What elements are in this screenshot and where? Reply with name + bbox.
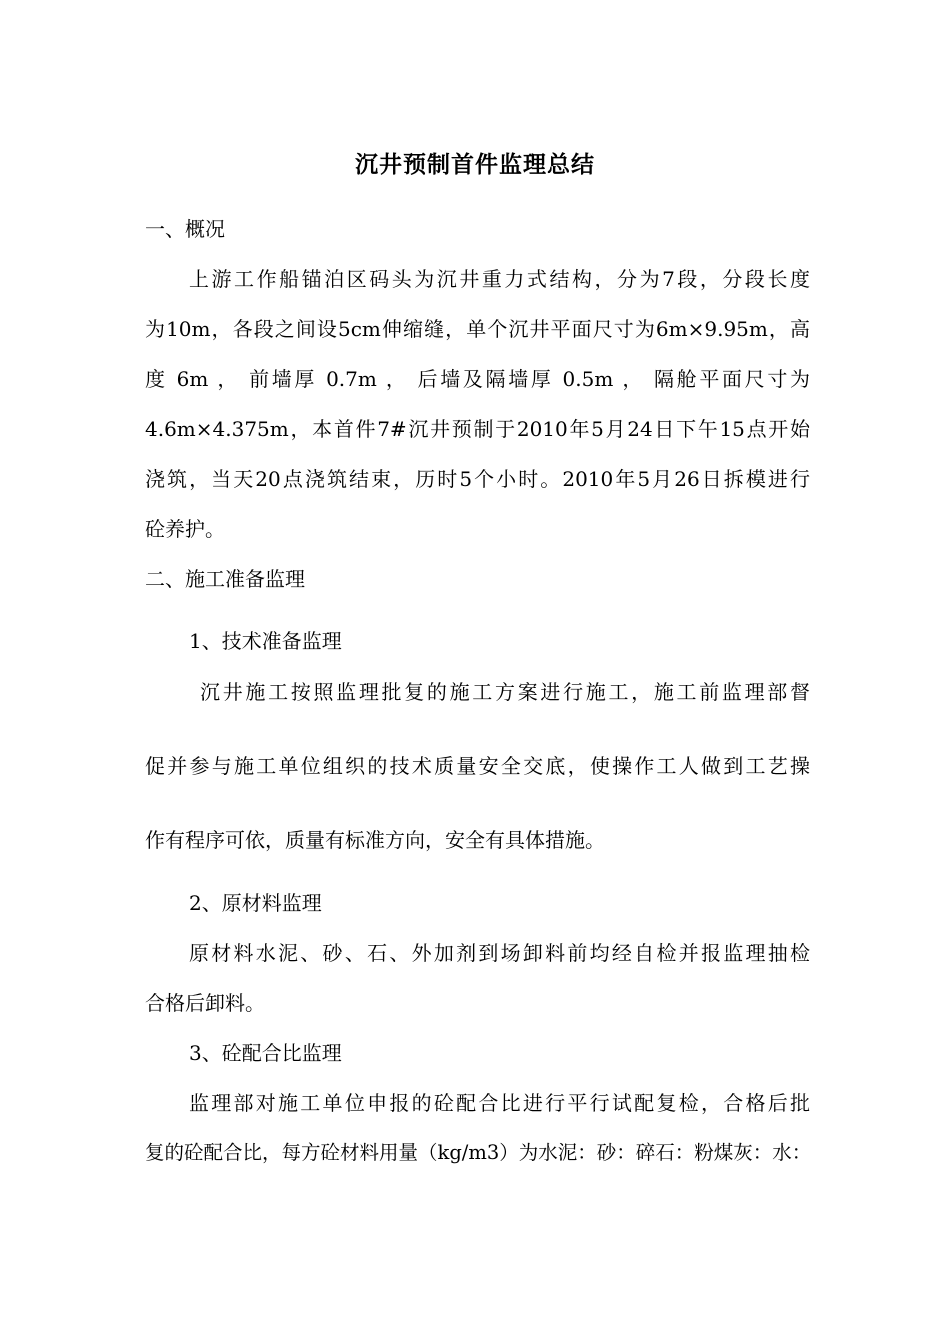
paragraph-line: 为10m，各段之间设5cm伸缩缝，单个沉井平面尺寸为6m×9.95m，高	[145, 317, 810, 341]
section-heading-overview: 一、概况	[145, 217, 225, 241]
subsection-heading-mix-ratio: 3、砼配合比监理	[189, 1041, 342, 1065]
paragraph-line: 原材料水泥、砂、石、外加剂到场卸料前均经自检并报监理抽检	[189, 941, 810, 965]
paragraph-line: 度 6m ， 前墙厚 0.7m ， 后墙及隔墙厚 0.5m ， 隔舱平面尺寸为	[145, 367, 810, 391]
paragraph-line: 4.6m×4.375m，本首件7#沉井预制于2010年5月24日下午15点开始	[145, 417, 810, 441]
paragraph-line: 沉井施工按照监理批复的施工方案进行施工，施工前监理部督	[200, 680, 810, 704]
paragraph-line: 监理部对施工单位申报的砼配合比进行平行试配复检，合格后批	[189, 1091, 810, 1115]
paragraph-line: 作有程序可依，质量有标准方向，安全有具体措施。	[145, 828, 605, 852]
paragraph-line: 复的砼配合比，每方砼材料用量（kg/m3）为水泥：砂：碎石：粉煤灰：水：	[145, 1141, 812, 1164]
document-title: 沉井预制首件监理总结	[355, 151, 595, 178]
subsection-heading-materials: 2、原材料监理	[189, 891, 322, 915]
paragraph-line: 浇筑，当天20点浇筑结束，历时5个小时。2010年5月26日拆模进行	[145, 467, 810, 491]
paragraph-line: 上游工作船锚泊区码头为沉井重力式结构，分为7段，分段长度	[189, 267, 810, 291]
section-heading-preparation: 二、施工准备监理	[145, 567, 305, 591]
paragraph-line: 合格后卸料。	[145, 991, 265, 1015]
subsection-heading-technical: 1、技术准备监理	[189, 629, 342, 653]
paragraph-line: 促并参与施工单位组织的技术质量安全交底，使操作工人做到工艺操	[145, 754, 810, 778]
paragraph-line: 砼养护。	[145, 517, 225, 541]
